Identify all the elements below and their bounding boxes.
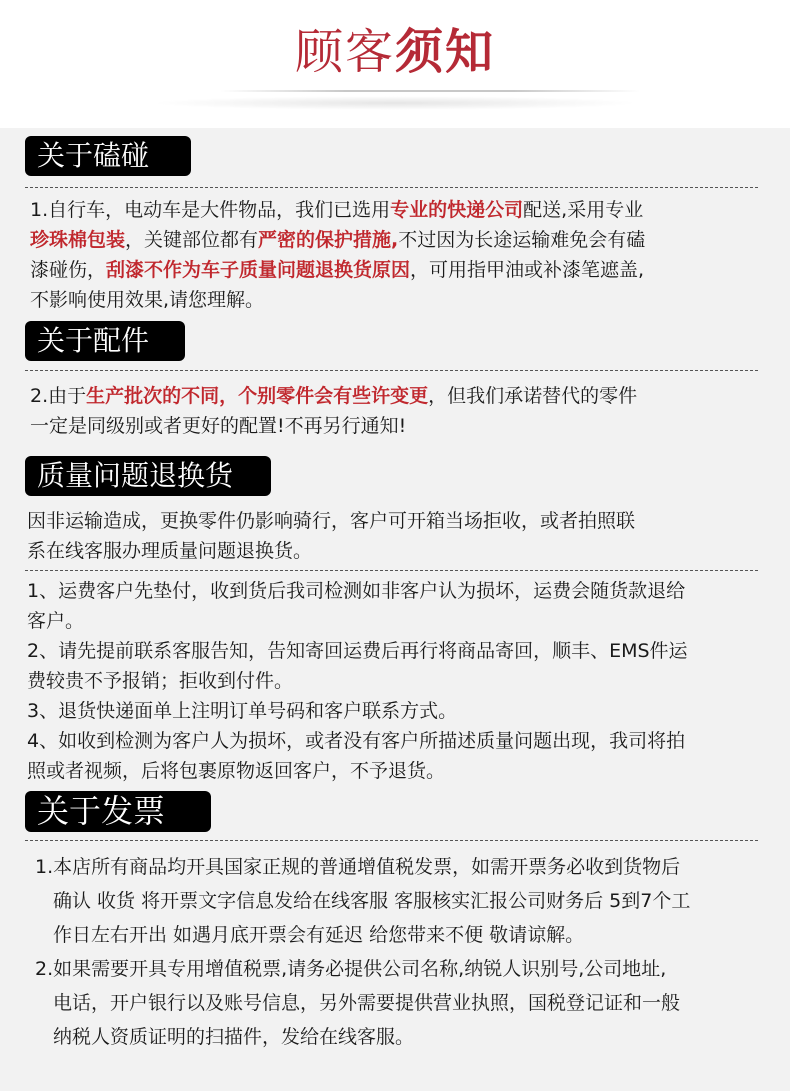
- text-segment: ，关键部位都有: [125, 229, 259, 251]
- text-line: [30, 411, 775, 441]
- text-segment: 漆碰伤，: [30, 259, 107, 281]
- text-segment: ，但我们承诺替代的零件: [428, 385, 638, 407]
- text-line: 2.如果需要开具专用增值税票,请务必提供公司名称,纳锐人识别号,公司地址,: [35, 958, 667, 980]
- page-title: [0, 22, 790, 82]
- list-item: 1、运费客户先垫付，收到货后我司检测如非客户认为损坏，运费会随货款退给: [27, 580, 686, 602]
- list-item: 费较贵不予报销；拒收到付件。: [27, 670, 294, 692]
- text-line: 因非运输造成，更换零件仍影响骑行，客户可开箱当场拒收，或者拍照联: [27, 510, 636, 532]
- text-line: [30, 255, 775, 285]
- text-line: [30, 195, 775, 225]
- text-segment: 不过因为长途运输难免会有磕: [398, 229, 646, 251]
- text-segment: 一定是同级别或者更好的配置!不再另行通知!: [30, 415, 407, 437]
- section-label-quality: 质量问题退换货: [25, 456, 271, 496]
- section-label-invoice: 关于发票: [25, 791, 211, 832]
- highlight-text: 严密的保护措施,: [258, 229, 399, 251]
- list-item: 2、请先提前联系客服告知，告知寄回运费后再行将商品寄回，顺丰、EMS件运: [27, 640, 688, 662]
- highlight-text: 刮漆不作为车子质量问题退换货原因: [106, 259, 411, 281]
- text-line: 作日左右开出 如遇月底开票会有延迟 给您带来不便 敬请谅解。: [53, 924, 585, 946]
- section-label-collision: 关于磕碰: [25, 136, 191, 176]
- text-segment: 1.自行车，电动车是大件物品，我们已选用: [30, 199, 391, 221]
- dashed-divider: [25, 570, 758, 571]
- section-label-parts: 关于配件: [25, 321, 185, 361]
- text-line: 系在线客服办理质量问题退换货。: [27, 540, 313, 562]
- list-item: 4、如收到检测为客户人为损坏，或者没有客户所描述质量问题出现，我司将拍: [27, 730, 686, 752]
- page-header: [0, 0, 790, 128]
- text-line: [30, 381, 775, 411]
- title-shadow: [150, 96, 640, 110]
- invoice-text: [35, 850, 780, 1054]
- text-line: 确认 收货 将开票文字信息发给在线客服 客服核实汇报公司财务后 5到7个工: [53, 890, 691, 912]
- text-line: [30, 225, 775, 255]
- list-item: 照或者视频，后将包裹原物返回客户，不予退货。: [27, 760, 446, 782]
- list-item: 客户。: [27, 610, 85, 632]
- title-part-1: 顾客: [294, 24, 395, 80]
- dashed-divider: [25, 187, 758, 188]
- title-divider: [220, 90, 640, 92]
- highlight-text: 珍珠棉包装: [30, 229, 126, 251]
- text-segment: 2.由于: [30, 385, 87, 407]
- text-line: 1.本店所有商品均开具国家正规的普通增值税发票，如需开票务必收到货物后: [35, 856, 681, 878]
- list-item: 3、退货快递面单上注明订单号码和客户联系方式。: [27, 700, 458, 722]
- collision-text: [30, 195, 775, 315]
- text-segment: 配送,采用专业: [523, 199, 644, 221]
- parts-text: [30, 381, 775, 441]
- title-part-2: 须知: [395, 24, 496, 80]
- highlight-text: 专业的快递公司: [390, 199, 524, 221]
- dashed-divider: [25, 840, 758, 841]
- text-segment: 不影响使用效果,请您理解。: [30, 289, 265, 311]
- dashed-divider: [25, 370, 758, 371]
- text-line: [30, 285, 775, 315]
- text-line: 电话，开户银行以及账号信息，另外需要提供营业执照，国税登记证和一般: [53, 992, 681, 1014]
- text-segment: ，可用指甲油或补漆笔遮盖,: [410, 259, 645, 281]
- text-line: 纳税人资质证明的扫描件，发给在线客服。: [53, 1026, 415, 1048]
- quality-items: [27, 576, 772, 786]
- quality-intro: [27, 506, 772, 566]
- highlight-text: 生产批次的不同，个别零件会有些许变更: [86, 385, 429, 407]
